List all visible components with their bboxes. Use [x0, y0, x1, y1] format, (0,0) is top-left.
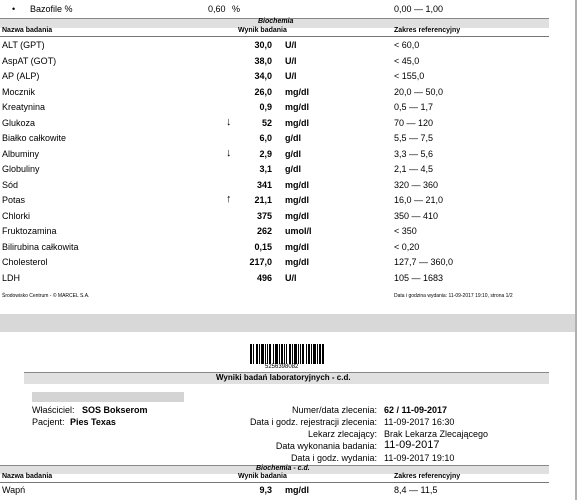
- bullet: •: [12, 4, 16, 14]
- section-title: Biochemia: [258, 18, 294, 25]
- result-value: 6,0: [259, 133, 272, 143]
- result-value: 496: [256, 272, 272, 283]
- barcode-number: 5256398082: [265, 364, 299, 370]
- reference-range: < 60,0: [394, 40, 420, 50]
- result-unit: U/l: [285, 71, 297, 81]
- result-unit: U/l: [285, 55, 297, 66]
- test-name: Chlorki: [2, 210, 31, 221]
- bazofile-name: Bazofile %: [30, 4, 73, 14]
- reference-range: < 45,0: [394, 55, 420, 66]
- table-row: [0, 133, 577, 147]
- test-name: Potas: [2, 195, 26, 205]
- col-header-ref: Zakres referencyjny: [394, 27, 461, 34]
- test-name: Globuliny: [2, 164, 40, 174]
- col-header-result: Wynik badania: [238, 27, 287, 34]
- col2-header-result: Wynik badania: [238, 473, 287, 480]
- reference-range: 20,0 — 50,0: [394, 86, 444, 97]
- header-divider: [0, 36, 549, 37]
- reference-range: 105 — 1683: [394, 272, 444, 283]
- test-name: Fruktozamina: [2, 226, 57, 236]
- flag-arrow: ↓: [226, 146, 232, 159]
- result-value: 2,9: [259, 148, 272, 159]
- reference-range: 5,5 — 7,5: [394, 133, 434, 143]
- result-unit: U/l: [285, 40, 297, 50]
- test-name: ALT (GPT): [2, 40, 45, 50]
- owner-value: SOS Bokserom: [82, 405, 148, 415]
- result-value: 0,9: [259, 102, 272, 112]
- doctor-value: Brak Lekarza Zlecającego: [384, 429, 489, 439]
- test-name: LDH: [2, 272, 21, 283]
- registration-value: 11-09-2017 16:30: [384, 417, 455, 427]
- reference-range: 350 — 410: [394, 210, 439, 221]
- section2-title: Biochemia - c.d.: [256, 465, 310, 472]
- result-unit: mg/dl: [285, 210, 309, 221]
- registration-label: Data i godz. rejestracji zlecenia:: [249, 417, 377, 427]
- reference-range: < 0,20: [394, 241, 420, 252]
- flag-arrow: ↑: [226, 193, 232, 205]
- reference-range: 16,0 — 21,0: [394, 195, 444, 205]
- result-unit: g/dl: [285, 133, 301, 143]
- bazofile-unit: %: [232, 4, 241, 14]
- test-name: Kreatynina: [2, 102, 46, 112]
- table-row: [0, 87, 577, 101]
- order-label: Numer/data zlecenia:: [291, 405, 377, 415]
- result-value: 34,0: [254, 71, 272, 81]
- reference-range: 127,7 — 360,0: [394, 257, 454, 267]
- reference-range: 70 — 120: [394, 117, 434, 128]
- table-row: [0, 71, 577, 85]
- redacted-block: [32, 392, 184, 402]
- table-row: [0, 211, 577, 225]
- result-unit: U/l: [285, 272, 297, 283]
- issue-label: Data i godz. wydania:: [290, 453, 377, 463]
- result-value: 217,0: [249, 257, 272, 267]
- page2-title: Wyniki badań laboratoryjnych - c.d.: [216, 373, 351, 382]
- result-value: 0,15: [254, 241, 272, 252]
- result-unit: g/dl: [285, 164, 301, 174]
- bazofile-ref: 0,00 — 1,00: [394, 4, 444, 14]
- result-value: 375: [256, 210, 272, 221]
- reference-range: 0,5 — 1,7: [394, 102, 434, 112]
- table-row: [0, 115, 577, 132]
- test-name: AspAT (GOT): [2, 55, 57, 66]
- footer-left: Środowisko Centrum - © MARCEL S.A.: [2, 293, 90, 299]
- execution-value: 11-09-2017: [384, 439, 440, 451]
- result-value: 30,0: [254, 40, 272, 50]
- doctor-label: Lekarz zlecający:: [307, 429, 377, 439]
- test-name: Białko całkowite: [2, 133, 67, 143]
- table-row: [0, 195, 577, 209]
- table-row: [0, 102, 577, 116]
- page-break: [0, 314, 577, 332]
- reference-range: < 155,0: [394, 71, 425, 81]
- table-row: [0, 56, 577, 70]
- table-row: [0, 485, 577, 499]
- result-unit: g/dl: [285, 148, 301, 159]
- reference-range: 8,4 — 11,5: [394, 485, 438, 495]
- result-value: 26,0: [254, 86, 272, 97]
- test-name: Cholesterol: [2, 257, 48, 267]
- col2-header-ref: Zakres referencyjny: [394, 473, 461, 480]
- result-unit: mg/dl: [285, 241, 309, 252]
- issue-value: 11-09-2017 19:10: [384, 453, 455, 463]
- test-name: AP (ALP): [2, 71, 40, 81]
- table-row: [0, 40, 577, 54]
- patient-label: Pacjent:: [32, 417, 65, 427]
- table-row: [0, 146, 577, 163]
- result-unit: mg/dl: [285, 485, 309, 495]
- result-value: 21,1: [254, 195, 272, 205]
- bazofile-value: 0,60: [208, 4, 226, 14]
- owner-label: Właściciel:: [32, 405, 75, 415]
- order-value: 62 / 11-09-2017: [384, 405, 448, 415]
- table-row: [0, 226, 577, 240]
- test-name: Glukoza: [2, 117, 36, 128]
- result-value: 341: [256, 179, 272, 190]
- reference-range: 320 — 360: [394, 179, 439, 190]
- patient-value: Pies Texas: [70, 417, 116, 427]
- table-row: [0, 273, 577, 287]
- result-unit: mg/dl: [285, 117, 309, 128]
- reference-range: 3,3 — 5,6: [394, 148, 434, 159]
- reference-range: < 350: [394, 226, 417, 236]
- result-unit: mg/dl: [285, 86, 309, 97]
- barcode: [250, 344, 324, 364]
- reference-range: 2,1 — 4,5: [394, 164, 434, 174]
- footer-right: Data i godzina wydania: 11-09-2017 19:10, strona 1/2: [394, 293, 513, 299]
- table-row: [0, 164, 577, 178]
- col-header-name: Nazwa badania: [2, 27, 53, 34]
- execution-label: Data wykonania badania:: [275, 441, 377, 451]
- test-name: Sód: [2, 179, 19, 190]
- header2-divider: [0, 482, 549, 483]
- test-name: Albuminy: [2, 148, 40, 159]
- result-value: 52: [261, 117, 272, 128]
- flag-arrow: ↓: [226, 115, 232, 128]
- result-value: 38,0: [254, 55, 272, 66]
- result-unit: mg/dl: [285, 195, 309, 205]
- test-name: Wapń: [2, 485, 26, 495]
- test-name: Mocznik: [2, 86, 36, 97]
- result-value: 3,1: [259, 164, 272, 174]
- test-name: Bilirubina całkowita: [2, 241, 79, 252]
- table-row: [0, 180, 577, 194]
- table-row: [0, 242, 577, 256]
- result-unit: umol/l: [285, 226, 312, 236]
- result-unit: mg/dl: [285, 179, 309, 190]
- result-value: 262: [256, 226, 272, 236]
- col2-header-name: Nazwa badania: [2, 473, 53, 480]
- result-value: 9,3: [259, 485, 272, 495]
- result-unit: mg/dl: [285, 102, 309, 112]
- table-row: [0, 257, 577, 271]
- result-unit: mg/dl: [285, 257, 309, 267]
